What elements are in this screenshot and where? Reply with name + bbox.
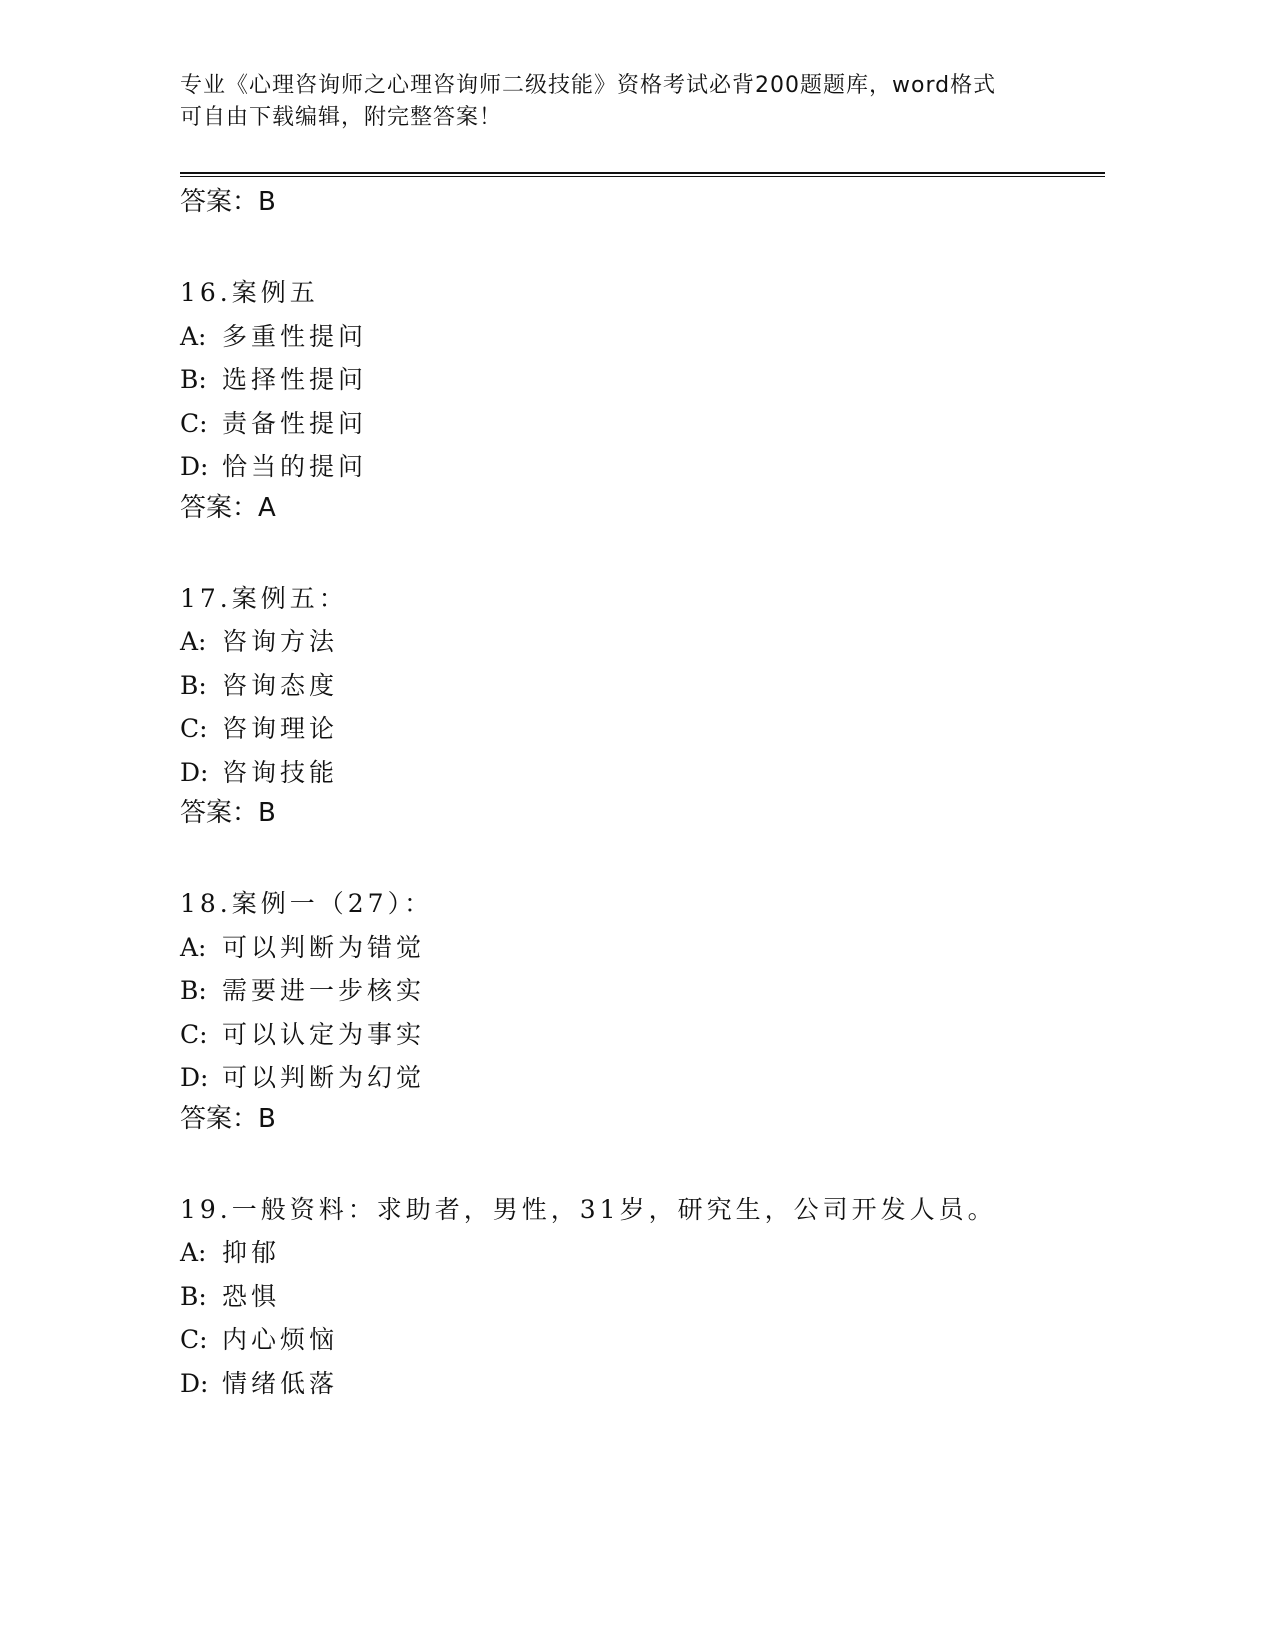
option-a [180,926,1105,970]
option-label: D: [180,757,209,787]
option-a [180,315,1105,359]
question-title: 19.一般资料：求助者，男性，31岁，研究生，公司开发人员。 [180,1194,997,1224]
option-a [180,1231,1105,1275]
header-line-1: 专业《心理咨询师之心理咨询师二级技能》资格考试必背200题题库，word格式 [180,73,997,98]
option-b [180,664,1105,708]
option-text: 内心烦恼 [222,1325,339,1354]
option-label: A: [180,932,207,962]
option-text: 咨询态度 [222,670,339,700]
option-d [180,445,1105,489]
option-text: 咨询技能 [222,757,339,787]
document-header [180,70,1040,134]
option-text: 情绪低落 [222,1368,339,1398]
option-label: D: [180,452,209,481]
answer-line: 答案：A [180,492,276,523]
option-text: 咨询方法 [222,627,339,656]
option-c [180,1013,1105,1057]
option-label: B: [180,365,207,394]
option-label: B: [180,976,207,1005]
header-line-2: 可自由下载编辑，附完整答案！ [180,105,503,130]
option-text: 选择性提问 [222,365,368,394]
option-a [180,620,1105,664]
option-label: A: [180,627,207,656]
question-list [180,183,1105,1405]
option-b [180,969,1105,1013]
question-19 [180,1188,1105,1406]
option-d [180,751,1105,795]
question-title: 18.案例一（27）： [180,889,434,918]
option-d [180,1362,1105,1406]
answer-line: 答案：B [180,187,276,217]
header-divider-thin [180,176,1105,177]
option-c [180,707,1105,751]
option-b [180,1275,1105,1319]
question-title: 16.案例五 [180,278,319,307]
option-text: 可以判断为幻觉 [222,1063,426,1092]
option-text: 抑郁 [222,1238,281,1267]
option-text: 多重性提问 [222,321,368,351]
answer-line: 答案：B [180,798,276,828]
option-label: B: [180,670,207,700]
option-label: A: [180,1238,207,1267]
option-text: 可以认定为事实 [222,1019,426,1049]
option-label: C: [180,714,208,743]
option-text: 恰当的提问 [222,452,368,481]
option-text: 咨询理论 [222,714,339,743]
option-label: D: [180,1063,209,1092]
option-label: C: [180,408,208,438]
option-c [180,1318,1105,1362]
answer-line: 答案：B [180,1103,276,1134]
option-text: 恐惧 [222,1281,281,1311]
option-label: B: [180,1281,207,1311]
option-c [180,402,1105,446]
option-label: C: [180,1019,208,1049]
option-text: 需要进一步核实 [222,976,426,1005]
option-d [180,1056,1105,1100]
header-divider-thick [180,172,1105,174]
question-17 [180,577,1105,833]
question-title: 17.案例五： [180,583,348,613]
option-text: 可以判断为错觉 [222,932,426,962]
option-label: A: [180,321,207,351]
option-label: C: [180,1325,208,1354]
question-16 [180,271,1105,527]
question-18 [180,882,1105,1138]
option-text: 责备性提问 [222,408,368,438]
option-label: D: [180,1368,209,1398]
option-b [180,358,1105,402]
